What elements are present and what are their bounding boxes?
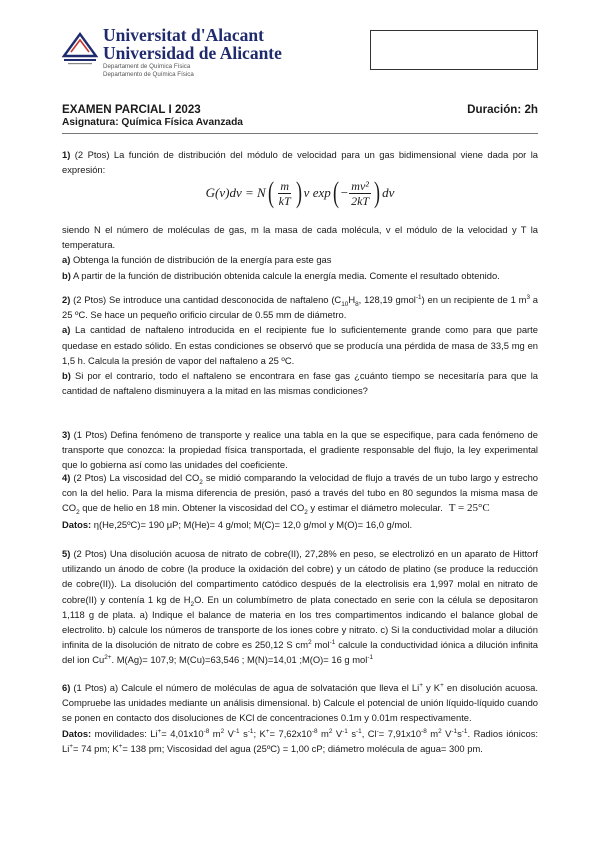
question-2 bbox=[62, 292, 538, 398]
q5-sup2: -1 bbox=[329, 639, 336, 647]
q6-d9-sup: -1 bbox=[342, 727, 348, 735]
question-1-intro bbox=[62, 147, 538, 177]
q6-d10-sup: -1 bbox=[356, 727, 362, 735]
university-name-ca: Universitat d'Alacant bbox=[103, 25, 264, 45]
subject-title: Asignatura: Química Física Avanzada bbox=[62, 117, 243, 128]
q1-b-label: b) bbox=[62, 269, 71, 281]
q4-s1: 2 bbox=[199, 478, 203, 486]
q4-temperature: T = 25°C bbox=[448, 502, 490, 515]
q5-t4: calcule la conductividad iónica a dilución infinita del ion Cu bbox=[62, 639, 539, 666]
q2-intro-2: , 128,19 gmol bbox=[358, 294, 416, 305]
formula-minus: − bbox=[340, 185, 349, 200]
question-3 bbox=[62, 427, 538, 473]
formula-fraction-2 bbox=[349, 179, 371, 208]
q4-t3: que de helio en 18 min. Obtener la viscosidad del CO bbox=[79, 502, 305, 514]
q6-d2: = 4,01x10 bbox=[161, 727, 204, 739]
q4-s3: 2 bbox=[304, 509, 308, 517]
q5-t1: (2 Ptos) Una disolución acuosa de nitrato de cobre(II), 27,28% en peso, se electrolizó en un aparato de Hittorf utilizando un ánodo de cobre (la produce la oxidación del cobre) y un cátodo de platino (se produce la reducción de cobre(II)). La disolución del compartimento catódico después de la electrolisis era 1,997 molal en nitrato de cobre(II) y contenía 1 kg de H bbox=[62, 548, 539, 605]
q2-number: 2) bbox=[62, 294, 71, 305]
q1-b: A partir de la función de distribución obtenida calcule la energía media. Comente el resultado obtenido. bbox=[72, 269, 500, 281]
q1-formula bbox=[0, 178, 600, 220]
q6-d7-sup: -8 bbox=[311, 727, 318, 735]
q6-d15-sup: -1 bbox=[461, 727, 468, 735]
formula-paren-open: ( bbox=[267, 176, 274, 209]
frac1-denominator: kT bbox=[278, 193, 291, 208]
q5-number: 5) bbox=[62, 548, 71, 559]
question-6 bbox=[62, 680, 538, 756]
q2-a-label: a) bbox=[62, 324, 71, 336]
q2-a: La cantidad de naftaleno introducida en el recipiente fue lo suficientemente grande como para que parte quedase en estado sólido. En estas condiciones se observó que se producía una pérdida de masa de 33,5 mg en 1,5 h. Calcula la presión de vapor del naftaleno a 25 ºC. bbox=[62, 324, 538, 366]
q6-sup-k: + bbox=[440, 681, 444, 689]
q2-m-sup: 3 bbox=[526, 293, 530, 301]
q6-d18: = 138 pm; Viscosidad del agua (25ºC) = 1,00 cP; diámetro molécula de agua= 300 pm. bbox=[122, 742, 483, 754]
q6-d16: . Radios iónicos: Li bbox=[62, 727, 539, 754]
university-name-block bbox=[103, 26, 282, 79]
q4-number: 4) bbox=[62, 472, 71, 483]
q4-t2: se midió comparando la velocidad de flujo a través de un tubo largo y estrecho con la del helio. Para la misma diferencia de presión, pasó a través del tubo en 80 segundos la misma masa de CO bbox=[62, 472, 539, 514]
q6-d17-sup: + bbox=[118, 742, 123, 750]
q5-t3: mol bbox=[311, 639, 330, 651]
q1-number: 1) bbox=[62, 149, 71, 160]
q1-a-label: a) bbox=[62, 254, 71, 266]
q5-sup4: -1 bbox=[367, 654, 374, 662]
q6-d11: , Cl bbox=[361, 727, 377, 739]
formula-paren-open-2: ( bbox=[332, 176, 339, 209]
formula-paren-close: ) bbox=[295, 176, 302, 209]
q6-d12: = 7,91x10 bbox=[378, 727, 422, 739]
q6-d11-sup: - bbox=[376, 727, 379, 735]
q4-data-label: Datos: bbox=[62, 518, 92, 530]
q6-t2: y K bbox=[422, 682, 441, 693]
q6-d2-sup: -8 bbox=[203, 727, 210, 735]
department-es: Departamento de Química Física bbox=[103, 71, 194, 78]
q4-s2: 2 bbox=[76, 509, 80, 517]
q5-h2o-sub: 2 bbox=[190, 600, 195, 608]
header-divider bbox=[62, 133, 538, 134]
department-ca: Departament de Química Física bbox=[103, 63, 191, 70]
q6-d1-sup: + bbox=[157, 727, 162, 735]
q1-intro: (2 Ptos) La función de distribución del módulo de velocidad para un gas bidimensional viene dada por la expresión: bbox=[62, 149, 539, 176]
q5-t2: O. En un columbímetro de plata conectado en serie con la célula se depositaron 1,118 g de plata. a) Indique el balance de materia en los tres compartimentos indicando el balance global de electrolito. b) calcule los números de transporte de los iones cobre y nitrato. c) Si la conductividad molar a dilución infinita de la disolución de nitrato de cobre es 250,12 S cm bbox=[62, 593, 538, 651]
question-4 bbox=[62, 470, 538, 532]
formula-end: dv bbox=[382, 185, 395, 200]
frac1-numerator: m bbox=[280, 178, 289, 193]
q2-b-label: b) bbox=[62, 370, 71, 382]
q6-d13: m bbox=[426, 727, 439, 739]
q2-h: H bbox=[348, 294, 356, 305]
q6-d16-sup: + bbox=[69, 742, 74, 750]
q6-d4-sup: -1 bbox=[233, 727, 240, 735]
q6-t3: en disolución acuosa. Compruebe las unidades mediante un análisis dimensional. b) Calcule el potencial de unión líquido-líquido cuando se ponen en contacto dos disoluciones de KCl de concentraciones 0.1m y 0.01m respectivamente. bbox=[62, 682, 538, 724]
q6-data-label: Datos: bbox=[62, 727, 92, 739]
question-1-body bbox=[62, 222, 538, 283]
q6-d5-sup: -1 bbox=[247, 727, 254, 735]
q6-d9: V bbox=[332, 727, 343, 739]
university-name-es: Universidad de Alicante bbox=[103, 43, 282, 63]
q2-intro-4: a 25 ºC. Se hace un pequeño orificio circular de 0.55 mm de diámetro. bbox=[62, 294, 539, 321]
q5-sup3: 2+ bbox=[104, 654, 112, 662]
q6-d4: V bbox=[224, 727, 234, 739]
q5-sup1: 2 bbox=[308, 639, 312, 647]
university-logo-icon bbox=[60, 26, 100, 70]
q6-d3-sup: 2 bbox=[220, 727, 225, 735]
q6-number: 6) bbox=[62, 682, 71, 693]
q2-intro-1: (2 Ptos) Se introduce una cantidad desconocida de naftaleno (C bbox=[73, 294, 342, 305]
formula-fraction-1 bbox=[277, 179, 293, 208]
q6-d15: s bbox=[457, 727, 462, 739]
q6-d13-sup: 2 bbox=[438, 727, 442, 735]
q2-c-sub: 10 bbox=[341, 300, 349, 308]
exam-title: EXAMEN PARCIAL I 2023 bbox=[62, 103, 201, 116]
formula-mid: v exp bbox=[303, 185, 331, 200]
q6-d3: m bbox=[209, 727, 221, 739]
formula-paren-close-2: ) bbox=[374, 176, 381, 209]
q6-d6-sup: + bbox=[265, 727, 270, 735]
q3-number: 3) bbox=[62, 429, 71, 440]
q1-after: siendo N el número de moléculas de gas, m la masa de cada molécula, v el módulo de la velocidad y T la temperatura. bbox=[62, 224, 538, 251]
q3-text: (1 Ptos) Defina fenómeno de transporte y realice una tabla en la que se especifique, para cada fenómeno de transporte que conozca: la propiedad física transportada, el gradiente responsable del flujo, la ley experimental que lo gobierna así como las unidades del coeficiente. bbox=[62, 429, 538, 471]
q6-d12-sup: -8 bbox=[421, 727, 427, 735]
q6-d1: movilidades: Li bbox=[91, 727, 158, 739]
q6-d5: s bbox=[239, 727, 248, 739]
q6-t1: (1 Ptos) a) Calcule el número de moléculas de agua de solvatación que lleva el Li bbox=[73, 682, 420, 693]
frac2-numerator: mv² bbox=[351, 178, 369, 193]
q2-intro-3: ) en un recipiente de 1 m bbox=[421, 294, 527, 305]
q1-a: Obtenga la función de distribución de la energía para este gas bbox=[72, 254, 332, 266]
question-5 bbox=[62, 546, 538, 668]
q4-t4: y estimar el diámetro molecular. bbox=[307, 502, 443, 514]
q2-b: Si por el contrario, todo el naftaleno se encontrara en fase gas ¿cuánto tiempo se necesitaría para que la cantidad de naftaleno disminuyera a la mitad en las mismas condiciones? bbox=[62, 370, 538, 397]
exam-duration: Duración: 2h bbox=[467, 103, 538, 116]
q6-d8-sup: 2 bbox=[328, 727, 333, 735]
formula-lhs: G(v)dv = N bbox=[205, 185, 266, 200]
q5-t5: . M(Ag)= 107,9; M(Cu)=63,546 ; M(N)=14,01 ;M(O)= 16 g mol bbox=[111, 654, 368, 666]
q6-d14-sup: -1 bbox=[451, 727, 458, 735]
q2-h-sub: 8 bbox=[355, 300, 359, 308]
q2-mol-sup: -1 bbox=[415, 293, 422, 301]
q6-d14: V bbox=[441, 727, 452, 739]
q6-d7: = 7,62x10 bbox=[269, 727, 312, 739]
q6-d6: ; K bbox=[253, 727, 266, 739]
q6-d10: s bbox=[347, 727, 357, 739]
q4-data: η(He,25ºC)= 190 μP; M(He)= 4 g/mol; M(C)= 12,0 g/mol y M(O)= 16,0 g/mol. bbox=[91, 518, 413, 530]
q6-sup-li: + bbox=[419, 681, 423, 689]
frac2-denominator: 2kT bbox=[351, 193, 370, 208]
q6-d8: m bbox=[317, 727, 329, 739]
student-name-box[interactable] bbox=[370, 30, 538, 70]
q6-d17: = 74 pm; K bbox=[73, 742, 119, 754]
q4-t1: (2 Ptos) La viscosidad del CO bbox=[73, 472, 200, 483]
